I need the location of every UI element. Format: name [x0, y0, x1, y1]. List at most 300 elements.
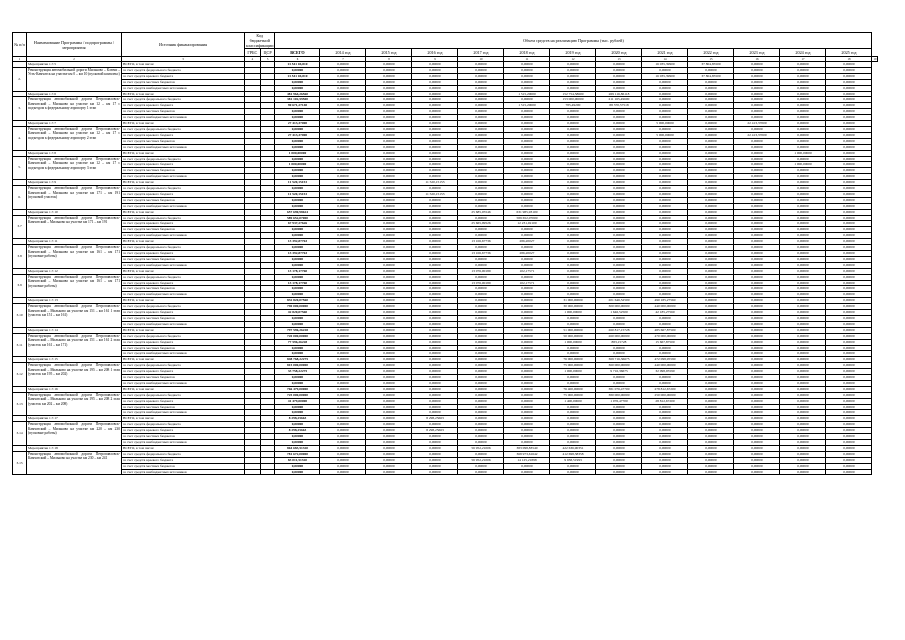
funding-source-label: за счет средств внебюджетных источников [122, 469, 245, 475]
year-value: 5 000,00000 [642, 132, 688, 138]
year-value: 9 938,51993 [550, 457, 596, 463]
year-value: 0,00000 [780, 298, 826, 304]
funding-source-label: ВСЕГО, в том числе: [122, 445, 245, 451]
year-value: 0,00000 [688, 262, 734, 268]
funding-source-label: ВСЕГО, в том числе: [122, 91, 245, 97]
total-value: 41 479,00000 [275, 398, 320, 404]
year-value: 0,00000 [458, 67, 504, 73]
year-value: 0,00000 [688, 162, 734, 168]
year-value: 0,00000 [826, 457, 872, 463]
year-value: 0,00000 [366, 404, 412, 410]
year-value: 0,00000 [780, 109, 826, 115]
year-value: 0,00000 [366, 327, 412, 333]
year-value: 0,00000 [458, 404, 504, 410]
year-value: 0,00000 [412, 392, 458, 398]
total-value: 589 652,07000 [275, 215, 320, 221]
year-value: 0,00000 [688, 375, 734, 381]
year-value: 0,00000 [780, 227, 826, 233]
total-value: 0,00000 [275, 375, 320, 381]
year-value: 0,00000 [550, 262, 596, 268]
year-value: 0,00000 [550, 144, 596, 150]
year-value: 0,00000 [688, 227, 734, 233]
funding-source-label: за счет средств краевого бюджета [122, 280, 245, 286]
year-value: 0,00000 [780, 115, 826, 121]
total-value: 848 768,22275 [275, 357, 320, 363]
year-value: 0,00000 [366, 351, 412, 357]
year-value: 0,00000 [826, 410, 872, 416]
year-value: 0,00000 [826, 97, 872, 103]
year-value: 0,00000 [320, 138, 366, 144]
year-value: 0,00000 [458, 398, 504, 404]
year-value: 0,00000 [780, 310, 826, 316]
year-value: 0,00000 [642, 315, 688, 321]
year-value: 0,00000 [458, 286, 504, 292]
year-value: 0,00000 [780, 103, 826, 109]
year-value: 0,00000 [366, 150, 412, 156]
year-value: 369 716,36675 [596, 357, 642, 363]
funding-source-label: ВСЕГО, в том числе: [122, 209, 245, 215]
year-value: 0,00000 [412, 150, 458, 156]
funding-source-label: за счет средств краевого бюджета [122, 251, 245, 257]
year-value: 0,00000 [412, 304, 458, 310]
year-value: 102,17571 [504, 280, 550, 286]
funding-source-label: за счет средств местных бюджетов [122, 345, 245, 351]
year-value: 0,00000 [596, 144, 642, 150]
year-value: 0,00000 [366, 298, 412, 304]
year-value: 0,00000 [780, 209, 826, 215]
year-value: 0,00000 [688, 463, 734, 469]
total-value: 0,00000 [275, 422, 320, 428]
year-value: 0,00000 [366, 463, 412, 469]
year-value: 0,00000 [826, 327, 872, 333]
year-value: 0,00000 [780, 239, 826, 245]
year-value: 50 000,00000 [550, 333, 596, 339]
year-value: 0,00000 [596, 162, 642, 168]
year-value: 0,00000 [550, 73, 596, 79]
year-value: 0,00000 [504, 97, 550, 103]
year-value: 1 000,00000 [550, 339, 596, 345]
year-value: 0,00000 [412, 245, 458, 251]
year-value: 0,00000 [458, 115, 504, 121]
year-value: 0,00000 [412, 386, 458, 392]
funding-source-label: за счет средств федерального бюджета [122, 67, 245, 73]
funding-source-label: за счет средств федерального бюджета [122, 304, 245, 310]
year-value: 0,00000 [458, 138, 504, 144]
year-value: 0,00000 [642, 380, 688, 386]
year-value: 0,00000 [780, 215, 826, 221]
year-value: 0,00000 [320, 168, 366, 174]
year-value: 0,00000 [550, 410, 596, 416]
funding-source-label: за счет средств внебюджетных источников [122, 321, 245, 327]
total-value: 13 392,87763 [275, 239, 320, 245]
year-value: 0,00000 [458, 440, 504, 446]
year-value: 0,00000 [642, 191, 688, 197]
year-value: 0,00000 [826, 109, 872, 115]
row-number: 3.7 [13, 215, 27, 239]
year-value: 0,00000 [688, 197, 734, 203]
year-value: 0,00000 [596, 168, 642, 174]
year-value: 0,00000 [550, 292, 596, 298]
year-value: 0,00000 [826, 203, 872, 209]
header-cs: ЦСР [260, 49, 275, 57]
measure-description: Реконструкция автомобильной дороги Петропавловск-Камчатский – Мильково на участке км 220 – км 230 (пусковые работы) [27, 422, 122, 446]
year-value: 0,00000 [734, 463, 780, 469]
year-value: 0,00000 [688, 357, 734, 363]
year-value: 0,00000 [642, 233, 688, 239]
year-value: 0,00000 [320, 304, 366, 310]
year-value: 0,00000 [826, 392, 872, 398]
year-value: 0,00000 [366, 363, 412, 369]
year-value: 0,00000 [320, 292, 366, 298]
year-value: 0,00000 [688, 256, 734, 262]
measure-description: Реконструкция автомобильной дороги Петропавловск-Камчатский – Мильково на участке км 151 – км 161 1 этап (участок км 151 – км 161) [27, 304, 122, 328]
year-value: 0,00000 [734, 351, 780, 357]
year-value: 0,00000 [412, 457, 458, 463]
total-value: 725 000,00000 [275, 392, 320, 398]
year-value: 0,00000 [826, 245, 872, 251]
year-value: 0,00000 [688, 416, 734, 422]
year-value: 0,00000 [826, 315, 872, 321]
year-value: 0,00000 [688, 445, 734, 451]
year-value: 0,00000 [504, 298, 550, 304]
year-value: 0,00000 [412, 268, 458, 274]
year-value: 0,00000 [780, 73, 826, 79]
year-value: 0,00000 [412, 91, 458, 97]
year-value: 0,00000 [780, 168, 826, 174]
year-value: 0,00000 [412, 262, 458, 268]
year-value: 0,00000 [366, 180, 412, 186]
funding-source-label: за счет средств местных бюджетов [122, 404, 245, 410]
year-value: 0,00000 [504, 386, 550, 392]
year-value: 0,00000 [412, 280, 458, 286]
year-value: 0,00000 [550, 79, 596, 85]
year-value: 0,00000 [642, 227, 688, 233]
year-value: 0,00000 [734, 109, 780, 115]
total-value: 0,00000 [275, 463, 320, 469]
total-value: 0,00000 [275, 274, 320, 280]
year-value: 0,00000 [458, 256, 504, 262]
year-value: 0,00000 [688, 91, 734, 97]
year-value: 0,00000 [320, 73, 366, 79]
year-value: 0,00000 [320, 150, 366, 156]
year-value: 0,00000 [458, 315, 504, 321]
year-value: 15 667,87500 [642, 339, 688, 345]
year-value: 0,00000 [734, 67, 780, 73]
year-value: 0,00000 [320, 144, 366, 150]
year-value: 0,00000 [780, 440, 826, 446]
year-value: 0,00000 [366, 67, 412, 73]
year-value: 0,00000 [734, 115, 780, 121]
year-value: 0,00000 [642, 292, 688, 298]
year-value: 0,00000 [320, 351, 366, 357]
year-value: 12 231,02100 [504, 221, 550, 227]
funding-source-label: за счет средств федерального бюджета [122, 363, 245, 369]
year-value: 0,00000 [504, 315, 550, 321]
year-value: 422 636,90351 [550, 445, 596, 451]
year-value: 412 698,38358 [550, 451, 596, 457]
year-value: 0,00000 [366, 310, 412, 316]
year-value: 380 000,00000 [596, 392, 642, 398]
year-value: 0,00000 [458, 351, 504, 357]
header-source: Источник финансирования [122, 33, 245, 57]
year-value: 0,00000 [458, 62, 504, 68]
year-value: 0,00000 [734, 310, 780, 316]
year-value: 13 076,00189 [458, 280, 504, 286]
year-value: 0,00000 [826, 416, 872, 422]
year-value: 0,00000 [596, 286, 642, 292]
year-value: 0,00000 [596, 197, 642, 203]
year-value: 0,00000 [458, 203, 504, 209]
measure-description: Реконструкция автомобильной дороги Петропавловск-Камчатский – Мильково на участке км 12 – км 17 с подъездом к федеральному аэропорту 3 этап [27, 156, 122, 180]
year-value: 0,00000 [320, 132, 366, 138]
row-number: 3.13 [13, 392, 27, 416]
year-value: 0,00000 [734, 280, 780, 286]
year-value: 0,00000 [550, 345, 596, 351]
year-value: 0,00000 [596, 126, 642, 132]
year-value: 0,00000 [596, 73, 642, 79]
year-value: 0,00000 [688, 457, 734, 463]
year-value: 0,00000 [688, 67, 734, 73]
year-value: 0,00000 [550, 162, 596, 168]
year-value: 0,00000 [688, 392, 734, 398]
year-value: 0,00000 [504, 180, 550, 186]
year-value: 0,00000 [458, 380, 504, 386]
year-value: 0,00000 [320, 162, 366, 168]
year-value: 0,00000 [826, 138, 872, 144]
year-value: 0,00000 [458, 245, 504, 251]
year-value: 0,00000 [320, 345, 366, 351]
year-value: 0,00000 [826, 451, 872, 457]
year-value: 0,00000 [596, 375, 642, 381]
year-value: 0,00000 [780, 292, 826, 298]
funding-source-label: ВСЕГО, в том числе: [122, 121, 245, 127]
year-value: 13 106,67736 [458, 251, 504, 257]
year-value: 0,00000 [826, 239, 872, 245]
year-value: 0,00000 [458, 463, 504, 469]
year-value: 0,00000 [504, 174, 550, 180]
year-value: 0,00000 [366, 215, 412, 221]
measure-title: Мероприятие 1.7.15 [27, 357, 122, 363]
year-value: 0,00000 [504, 262, 550, 268]
total-value: 1 000,00000 [275, 150, 320, 156]
year-value: 0,00000 [642, 103, 688, 109]
column-index-cell: 9 [412, 57, 458, 62]
year-value: 31 000,00000 [550, 298, 596, 304]
year-value: 0,00000 [504, 197, 550, 203]
year-value: 0,00000 [596, 191, 642, 197]
year-value: 0,00000 [734, 445, 780, 451]
year-value: 0,00000 [504, 274, 550, 280]
year-value: 0,00000 [504, 79, 550, 85]
measure-title: Мероприятие 1.7.16 [27, 386, 122, 392]
row-number: 5. [13, 156, 27, 180]
header-code: Код бюджетной классификации [246, 33, 274, 48]
column-index-cell: 5 [260, 57, 275, 62]
year-value: 0,00000 [366, 162, 412, 168]
year-value: 0,00000 [642, 91, 688, 97]
year-value: 0,00000 [320, 215, 366, 221]
year-value: 0,00000 [320, 191, 366, 197]
year-value: 0,00000 [550, 404, 596, 410]
year-value: 472 098,95590 [642, 357, 688, 363]
year-value: 0,00000 [688, 469, 734, 475]
year-value: 0,00000 [734, 321, 780, 327]
year-value: 0,00000 [734, 369, 780, 375]
year-value: 0,00000 [366, 73, 412, 79]
year-value: 0,00000 [550, 227, 596, 233]
total-value: 0,00000 [275, 469, 320, 475]
year-value: 0,00000 [320, 457, 366, 463]
year-value: 0,00000 [780, 186, 826, 192]
year-value: 0,00000 [734, 440, 780, 446]
year-value: 0,00000 [412, 410, 458, 416]
row-number: 3.11 [13, 333, 27, 357]
year-value: 0,00000 [780, 457, 826, 463]
year-value: 0,00000 [642, 274, 688, 280]
year-value: 0,00000 [504, 469, 550, 475]
year-value: 0,00000 [458, 292, 504, 298]
year-value: 0,00000 [596, 109, 642, 115]
year-value: 440 000,00000 [642, 304, 688, 310]
year-value: 0,00000 [734, 221, 780, 227]
year-value: 0,00000 [412, 197, 458, 203]
year-value: 0,00000 [366, 233, 412, 239]
year-value: 0,00000 [458, 333, 504, 339]
year-value: 0,00000 [320, 369, 366, 375]
funding-source-label: за счет средств местных бюджетов [122, 138, 245, 144]
year-value: 0,00000 [504, 422, 550, 428]
year-value: 0,00000 [412, 162, 458, 168]
year-value: 0,00000 [366, 451, 412, 457]
funding-source-label: ВСЕГО, в том числе: [122, 239, 245, 245]
total-value: 0,00000 [275, 434, 320, 440]
year-value: 0,00000 [320, 180, 366, 186]
funding-source-label: за счет средств внебюджетных источников [122, 144, 245, 150]
funding-source-label: за счет средств внебюджетных источников [122, 262, 245, 268]
year-value: 0,00000 [780, 203, 826, 209]
header-year: 2018 год [504, 49, 550, 57]
measure-title: Мероприятие 1.7.10 [27, 209, 122, 215]
total-value: 13 392,87763 [275, 251, 320, 257]
year-value: 0,00000 [320, 286, 366, 292]
year-value: 0,00000 [412, 109, 458, 115]
year-value: 0,00000 [366, 398, 412, 404]
year-value: 0,00000 [688, 434, 734, 440]
year-value: 0,00000 [550, 351, 596, 357]
column-index-cell: 17 [780, 57, 826, 62]
year-value: 0,00000 [688, 280, 734, 286]
total-value: 0,00000 [275, 292, 320, 298]
year-value: 0,00000 [826, 445, 872, 451]
year-value: 0,00000 [642, 410, 688, 416]
year-value: 0,00000 [826, 191, 872, 197]
column-index-cell: 13 [596, 57, 642, 62]
year-value: 0,00000 [688, 97, 734, 103]
year-value: 0,00000 [320, 327, 366, 333]
year-value: 0,00000 [550, 197, 596, 203]
year-value: 0,00000 [412, 239, 458, 245]
year-value: 0,00000 [458, 327, 504, 333]
year-value: 0,00000 [412, 168, 458, 174]
year-value: 0,00000 [780, 262, 826, 268]
year-value: 0,00000 [688, 315, 734, 321]
year-value: 0,00000 [412, 251, 458, 257]
year-value: 0,00000 [412, 345, 458, 351]
year-value: 0,00000 [458, 233, 504, 239]
year-value: 0,00000 [412, 363, 458, 369]
year-value: 0,00000 [734, 233, 780, 239]
year-value: 0,00000 [550, 132, 596, 138]
total-value: 0,00000 [275, 85, 320, 91]
year-value: 0,00000 [320, 115, 366, 121]
year-value: 0,00000 [458, 109, 504, 115]
year-value: 0,00000 [412, 339, 458, 345]
funding-source-label: за счет средств местных бюджетов [122, 79, 245, 85]
year-value: 0,00000 [780, 121, 826, 127]
year-value: 0,00000 [550, 428, 596, 434]
year-value: 0,00000 [412, 186, 458, 192]
year-value: 0,00000 [596, 221, 642, 227]
year-value: 0,00000 [366, 375, 412, 381]
year-value: 0,00000 [826, 386, 872, 392]
year-value: 0,00000 [596, 280, 642, 286]
year-value: 0,00000 [320, 268, 366, 274]
funding-source-label: за счет средств внебюджетных источников [122, 440, 245, 446]
year-value: 0,00000 [596, 256, 642, 262]
year-value: 0,00000 [366, 292, 412, 298]
year-value: 0,00000 [504, 380, 550, 386]
year-value: 0,00000 [688, 404, 734, 410]
year-value: 0,00000 [504, 121, 550, 127]
funding-source-label: за счет средств краевого бюджета [122, 103, 245, 109]
year-value: 42 185,27560 [642, 310, 688, 316]
year-value: 0,00000 [734, 256, 780, 262]
year-value: 0,00000 [734, 251, 780, 257]
row-number: 3.9 [13, 274, 27, 298]
year-value: 0,00000 [826, 251, 872, 257]
year-value: 250 000,00000 [642, 392, 688, 398]
year-value: 0,00000 [366, 109, 412, 115]
year-value: 0,00000 [550, 416, 596, 422]
year-value: 0,00000 [780, 138, 826, 144]
year-value: 0,00000 [412, 375, 458, 381]
total-value: 864 683,51320 [275, 445, 320, 451]
year-value: 0,00000 [826, 103, 872, 109]
year-value: 0,00000 [734, 339, 780, 345]
year-value: 0,00000 [366, 239, 412, 245]
year-value: 211 165,49600 [596, 97, 642, 103]
funding-source-label: за счет средств федерального бюджета [122, 156, 245, 162]
total-value: 0,00000 [275, 404, 320, 410]
year-value: 0,00000 [596, 268, 642, 274]
year-value: 0,00000 [458, 126, 504, 132]
year-value: 0,00000 [642, 428, 688, 434]
year-value: 0,00000 [320, 239, 366, 245]
year-value: 0,00000 [550, 156, 596, 162]
row-number: 3.12 [13, 363, 27, 387]
year-value: 0,00000 [780, 363, 826, 369]
year-value: 0,00000 [412, 227, 458, 233]
year-value: 0,00000 [734, 239, 780, 245]
year-value: 0,00000 [504, 115, 550, 121]
year-value: 0,00000 [550, 215, 596, 221]
year-value: 0,00000 [550, 221, 596, 227]
year-value: 0,00000 [550, 280, 596, 286]
funding-source-label: за счет средств федерального бюджета [122, 186, 245, 192]
year-value: 0,00000 [688, 363, 734, 369]
total-value: 0,00000 [275, 315, 320, 321]
year-value: 0,00000 [780, 434, 826, 440]
